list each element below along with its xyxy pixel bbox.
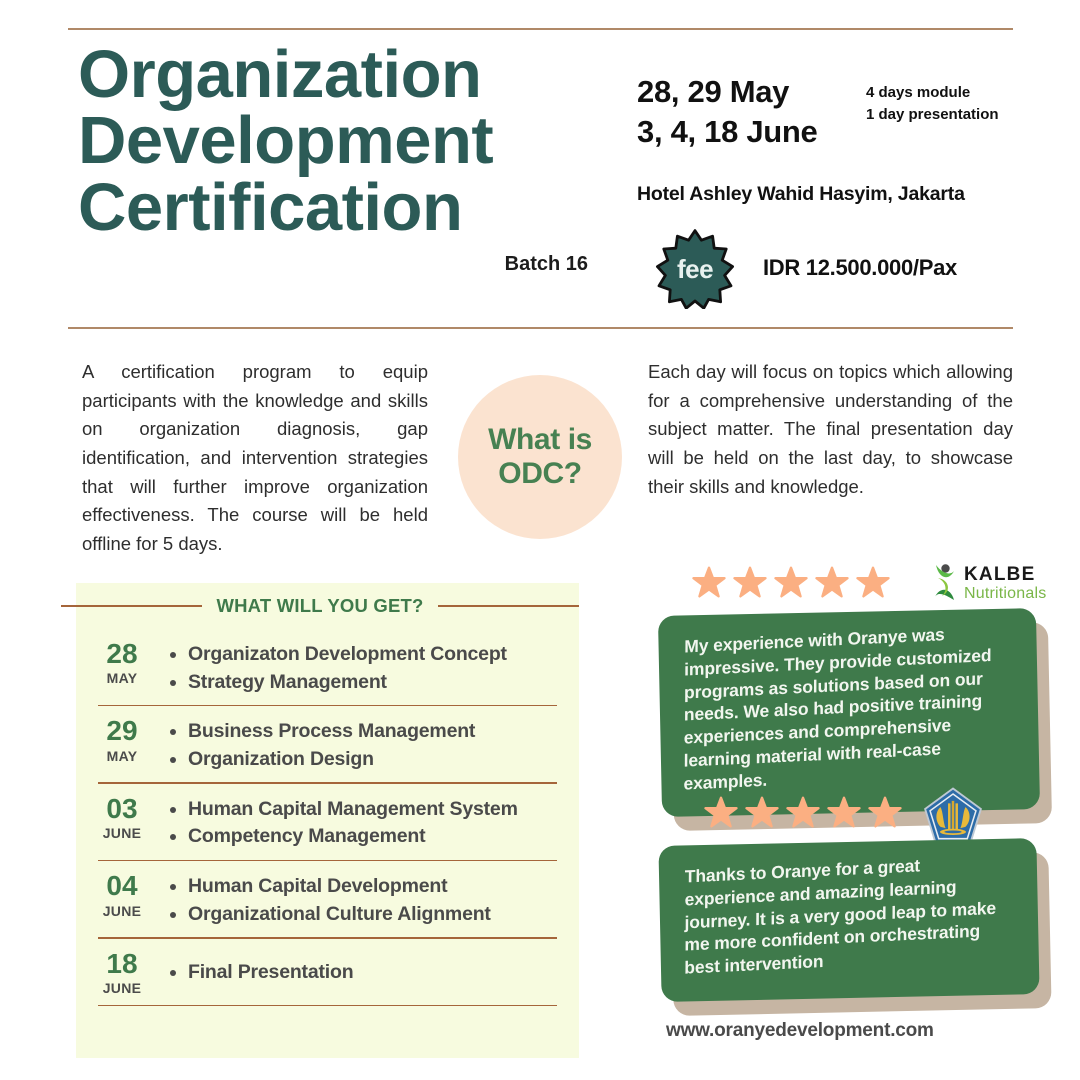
kalbe-figure-icon: [932, 562, 958, 604]
schedule-topics: [168, 947, 353, 987]
intro-paragraph-left: A certification program to equip participants with the knowledge and skills on organization diagnosis, gap identification, and intervention strategies that will further improve organization effectiveness. The course will be held offline for 5 days.: [82, 361, 428, 555]
schedule-topic-item: Organizaton Development Concept: [168, 641, 507, 669]
venue-label: Hotel Ashley Wahid Hasyim, Jakarta: [637, 183, 965, 205]
schedule-row: [76, 784, 579, 861]
testimonial-quote-2: Thanks to Oranye for a great experience and amazing learning journey. It is a very good leap to make me more confident on orchestrating best intervention: [684, 855, 997, 978]
star-icon: [827, 796, 861, 829]
schedule-date: [76, 714, 168, 763]
module-line-2: 1 day presentation: [866, 105, 999, 123]
header-bottom-divider: [68, 327, 1013, 329]
schedule-topic-item: Organization Design: [168, 746, 475, 774]
fee-amount: IDR 12.500.000/Pax: [763, 255, 957, 280]
kalbe-name: KALBE: [964, 563, 1036, 585]
title-line-3: Certification: [78, 169, 463, 245]
heading-rule-right: [438, 605, 579, 607]
schedule-month: JUNE: [102, 979, 142, 996]
odc-line-2: ODC?: [498, 457, 582, 490]
schedule-date: [76, 869, 168, 918]
batch-label: Batch 16: [504, 252, 588, 275]
schedule-date: [76, 792, 168, 841]
schedule-date: [76, 637, 168, 686]
schedule-topic-item: Business Process Management: [168, 718, 475, 746]
module-line-1: 4 days module: [866, 84, 971, 101]
page-title: [78, 37, 598, 276]
schedule-day: 04: [106, 870, 138, 902]
title-line-2: Development: [78, 103, 494, 179]
schedule-month: MAY: [106, 670, 138, 687]
schedule-day: 18: [106, 947, 138, 979]
schedule-month: JUNE: [102, 902, 142, 919]
kalbe-subname: Nutritionals: [964, 584, 1047, 602]
schedule-topic-item: Human Capital Development: [168, 873, 491, 901]
schedule-topics: [168, 792, 518, 851]
module-breakdown: [866, 82, 999, 126]
website-url[interactable]: www.oranyedevelopment.com: [666, 1020, 934, 1041]
fee-badge-label: fee: [676, 253, 714, 284]
schedule-row: [76, 706, 579, 783]
star-icon: [815, 566, 849, 599]
schedule-row: [76, 861, 579, 938]
star-icon: [692, 566, 726, 599]
schedule-topic-item: Strategy Management: [168, 669, 507, 697]
date-line-1: 28, 29 May: [637, 74, 790, 109]
star-icon: [774, 566, 808, 599]
kalbe-nutritionals-logo: [932, 562, 1046, 604]
testimonial-quote-1: My experience with Oranye was impressive. They provide customized programs as solutions based on our needs. We also had positive training experiences and comprehensive learning material with real-case examples.: [683, 624, 992, 794]
testimonial-card-1: [660, 612, 1038, 813]
event-dates: [637, 72, 817, 151]
schedule-rows: [76, 629, 579, 1006]
schedule-heading: WHAT WILL YOU GET?: [216, 595, 424, 616]
header-top-divider: [68, 28, 1013, 30]
schedule-day: 03: [106, 792, 138, 824]
star-icon: [868, 796, 902, 829]
star-icon: [733, 566, 767, 599]
schedule-row: [76, 939, 579, 1006]
schedule-topics: [168, 869, 491, 928]
schedule-topic-item: Human Capital Management System: [168, 796, 518, 824]
schedule-row-divider: [98, 1005, 557, 1006]
schedule-card: [76, 583, 579, 1058]
schedule-day: 28: [106, 638, 138, 669]
what-is-odc-badge: [458, 375, 622, 539]
fee-starburst-badge: [651, 229, 739, 309]
schedule-topics: [168, 637, 507, 696]
star-icon: [745, 796, 779, 829]
schedule-month: JUNE: [102, 825, 142, 842]
schedule-topic-item: Competency Management: [168, 823, 518, 851]
rating-stars-2: [704, 796, 902, 829]
schedule-row: [76, 629, 579, 706]
schedule-topic-item: Organizational Culture Alignment: [168, 901, 491, 929]
testimonial-card-2: [660, 842, 1038, 998]
star-icon: [704, 796, 738, 829]
schedule-topics: [168, 714, 475, 773]
card-body: [658, 838, 1039, 1002]
star-icon: [786, 796, 820, 829]
intro-paragraph-right: Each day will focus on topics which allowing for a comprehensive understanding of the subject matter. The final presentation day will be held on the last day, to showcase their skills and knowledge.: [648, 361, 1013, 497]
title-line-1: Organization: [78, 37, 482, 112]
schedule-day: 29: [106, 715, 138, 747]
schedule-month: MAY: [106, 747, 138, 764]
odc-line-1: What is: [488, 423, 592, 457]
schedule-date: [76, 947, 168, 996]
star-icon: [856, 566, 890, 599]
date-line-2: 3, 4, 18 June: [637, 113, 818, 149]
schedule-heading-row: [76, 595, 579, 617]
rating-stars-1: [692, 566, 890, 599]
fee-row: [651, 229, 957, 309]
heading-rule-left: [61, 605, 202, 607]
schedule-topic-item: Final Presentation: [168, 959, 353, 987]
